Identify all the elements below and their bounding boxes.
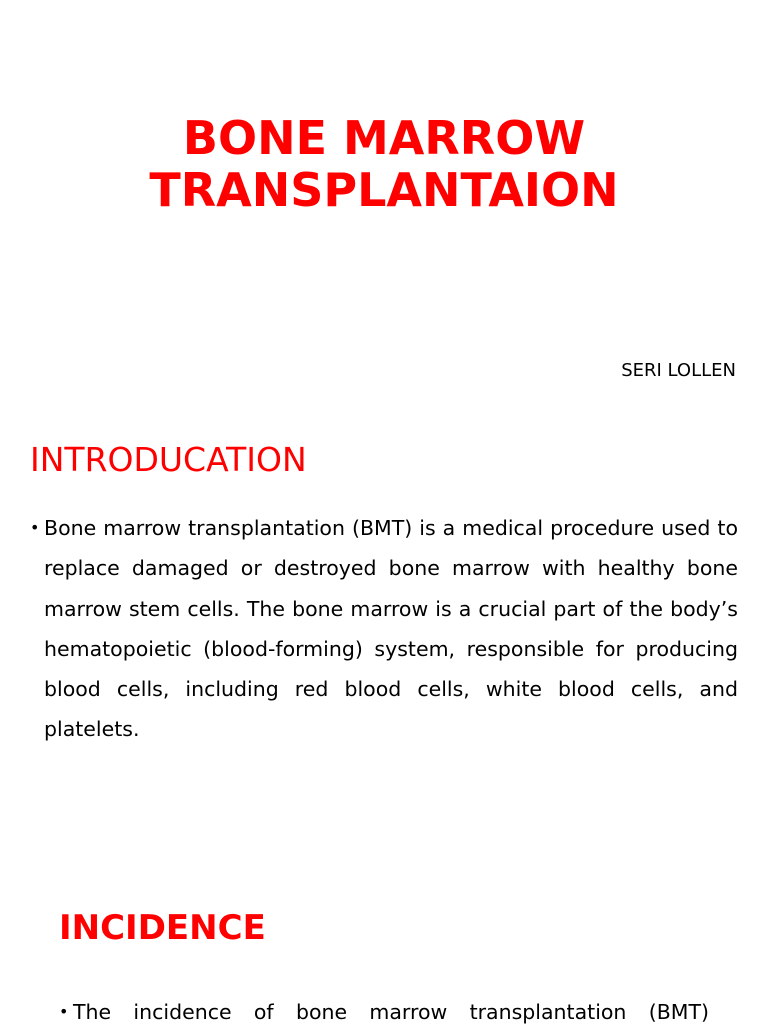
title-line-1: BONE MARROW: [182, 111, 586, 165]
introduction-bullet-text: Bone marrow transplantation (BMT) is a medical procedure used to replace damaged or destroyed bone marrow with healthy bone marrow stem cells. The bone marrow is a crucial part of the body’s hematopoietic (blood-forming) system, responsible for producing blood cells, including red blood cells, white blood cells, and platelets.: [44, 516, 738, 742]
list-item: [30, 508, 738, 750]
introduction-bullet-list: [30, 508, 738, 750]
author-name: SERI LOLLEN: [621, 360, 736, 381]
document-title: [0, 112, 768, 216]
title-slide: [0, 0, 768, 400]
incidence-heading: INCIDENCE: [59, 908, 266, 948]
incidence-bullet-text: The incidence of bone marrow transplantation (BMT): [73, 1000, 709, 1024]
introduction-heading: INTRODUCATION: [30, 440, 307, 479]
list-item: [59, 992, 709, 1024]
title-line-2: TRANSPLANTAION: [149, 163, 619, 217]
bullet-dot-icon: •: [30, 518, 40, 537]
bullet-dot-icon: •: [59, 1002, 69, 1021]
incidence-bullet-list: [59, 992, 709, 1024]
